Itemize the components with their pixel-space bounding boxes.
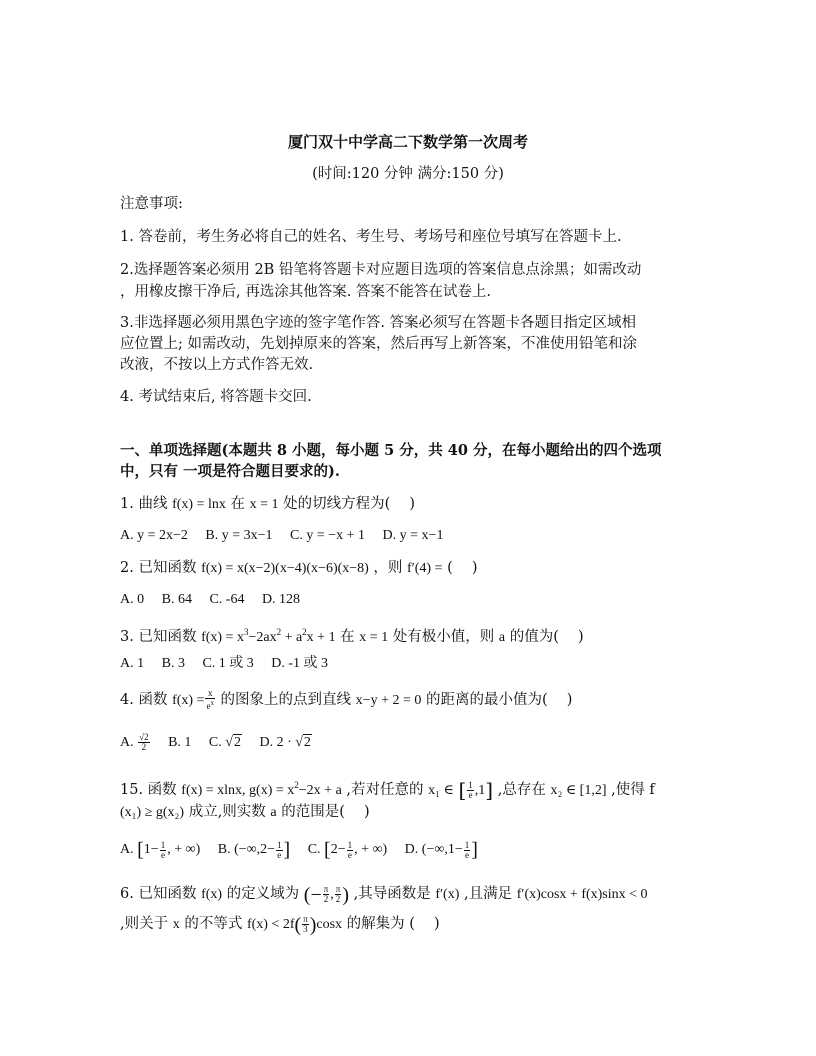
question-3-stem: 3. 已知函数 $f(x) = x^3-2ax^2 + a^2x + 1$ 在 x = 1 处有极小值，则 a 的值为( ) <box>120 627 584 645</box>
note-item-2: 2.选择题答案必须用 2B 铅笔将答题卡对应题目选项的答案信息点涂黑；如需改动 <box>120 262 642 278</box>
exam-title: 厦门双十中学高二下数学第一次周考 <box>287 133 528 151</box>
note-item-3: 3.非选择题必须用黑色字迹的签字笔作答. 答案必须写在答题卡各题目指定区域相 <box>120 315 637 331</box>
exam-subtitle: (时间:120 分钟 满分:150 分) <box>312 166 504 182</box>
question-5-options: A. [1− $\frac{1}{e}$ , + ∞) B. (−∞,2− $\frac{1}{e}$ ] C. [2− $\frac{1}{e}$ , + ∞) D. (−∞,1− $\frac{1}{e}$ ] <box>120 839 478 861</box>
note-item-4: 4. 考试结束后, 将答题卡交回. <box>120 389 312 405</box>
section1-heading-line1: 一、单项选择题(本题共 8 小题，每小题 5 分，共 40 分，在每小题给出的四个选项 <box>120 442 662 459</box>
notes-heading: 注意事项: <box>120 196 183 212</box>
question-2-stem: 2. 已知函数 f(x) = x(x−2)(x−4)(x−6)(x−8) ，则 f′(4) = ( ) <box>120 560 478 576</box>
question-1-stem: 1. 曲线 f(x) = lnx 在 x = 1 处的切线方程为( ) <box>120 496 416 512</box>
note-item-3-cont-1: 应位置上; 如需改动，先划掉原来的答案，然后再写上新答案，不准使用铅笔和涂 <box>120 336 637 352</box>
question-4-options: A. $\frac{√2}{2}$ B. 1 C. √2 D. 2 · √2 <box>120 732 311 753</box>
question-6-stem-line1: 6. 已知函数 f(x) 的定义域为 (− $\frac{\pi}{2}$ , $\frac{\pi}{2}$ ) ,其导函数是 f′(x) ,且满足 f′(x)cosx + f(x)sinx < 0 <box>120 883 648 906</box>
question-1-options: A. y = 2x−2 B. y = 3x−1 C. y = −x + 1 D. y = x−1 <box>120 528 444 543</box>
section1-heading-line2: 中，只有 一项是符合题目要求的). <box>120 463 340 480</box>
note-item-3-cont-2: 改液，不按以上方式作答无效. <box>120 357 314 373</box>
question-5-stem-line1: 15. 函数 f(x) = xlnx, $g(x) = x^2-2x + a$ ,若对任意的 x₁ ∈ [ $\frac{1}{e}$ ,1] ,总存在 x₂ ∈ [1,2] ,使得 f <box>120 778 655 802</box>
question-6-stem-line2: ,则关于 x 的不等式 f(x) < 2f( $\frac{\pi}{3}$ )cosx 的解集为 ( ) <box>120 913 440 936</box>
question-4-stem: 4. 函数 f(x) = $\frac{x}{e^x}$ 的图象上的点到直线 x−y + 2 = 0 的距离的最小值为( ) <box>120 688 573 711</box>
note-item-2-cont: ，用橡皮擦干净后, 再选涂其他答案. 答案不能答在试卷上. <box>120 284 492 300</box>
question-3-options: A. 1 B. 3 C. 1 或 3 D. -1 或 3 <box>120 656 329 671</box>
note-item-1: 1. 答卷前，考生务必将自己的姓名、考生号、考场号和座位号填写在答题卡上. <box>120 229 622 245</box>
question-2-options: A. 0 B. 64 C. -64 D. 128 <box>120 592 301 607</box>
question-5-stem-line2: (x₁) ≥ g(x₂) 成立,则实数 a 的范围是( ) <box>120 804 370 820</box>
